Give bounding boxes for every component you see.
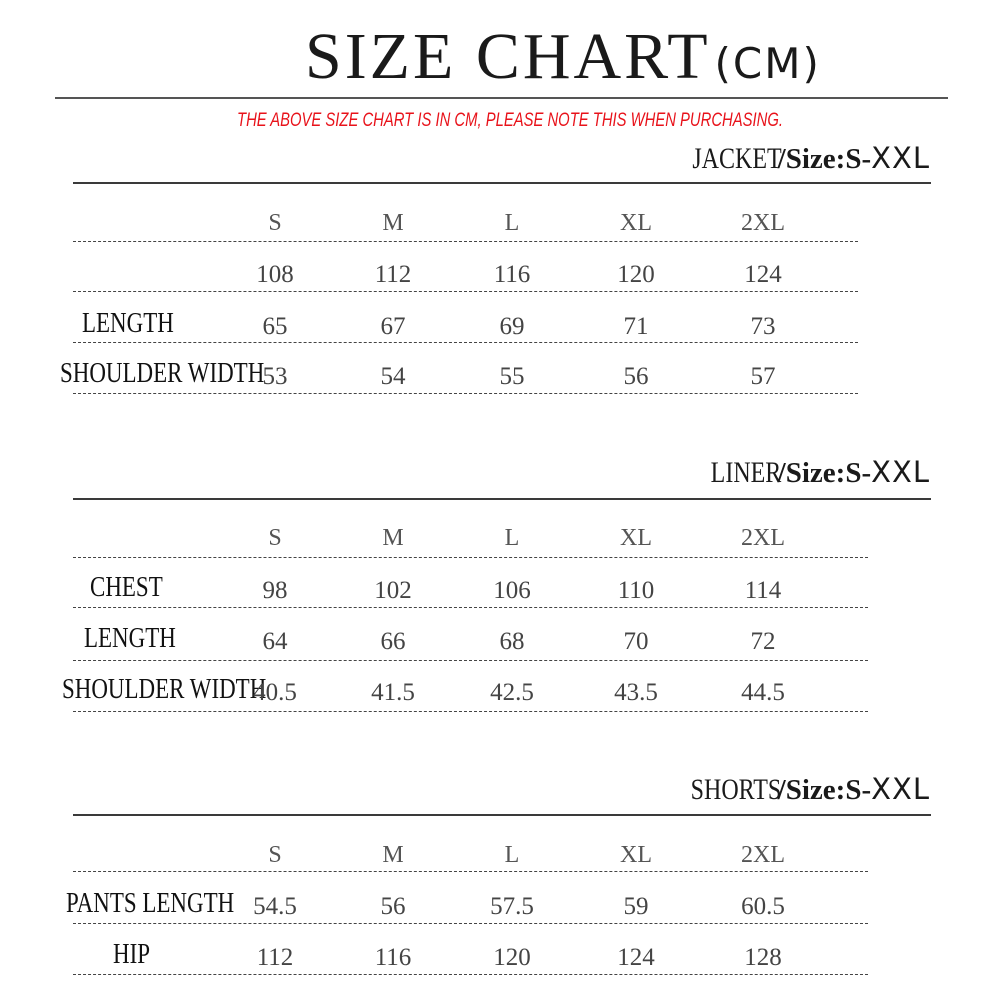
table-cell: 106	[493, 577, 531, 604]
table-cell: 124	[744, 261, 782, 288]
row-divider	[73, 241, 858, 242]
size-range: XXL	[871, 772, 930, 806]
table-cell: 67	[380, 313, 406, 340]
table-cell: 40.5	[253, 679, 297, 706]
title-unit: (CM)	[714, 39, 821, 88]
title-main: SIZE CHART	[305, 20, 711, 93]
table-cell: 66	[380, 628, 406, 655]
table-cell: 102	[374, 577, 412, 604]
table-cell: 59	[623, 893, 649, 920]
section-rule	[73, 814, 931, 816]
section-rule	[73, 498, 931, 500]
table-cell: 43.5	[614, 679, 658, 706]
row-label: SHOULDER WIDTH	[60, 358, 265, 389]
table-cell: 71	[623, 313, 649, 340]
size-header-m: M	[382, 210, 404, 236]
table-cell: 54.5	[253, 893, 297, 920]
table-cell: 57	[750, 363, 776, 390]
table-cell: 72	[750, 628, 776, 655]
table-cell: 57.5	[490, 893, 534, 920]
shorts-heading	[668, 772, 930, 807]
row-label: LENGTH	[84, 623, 176, 654]
table-cell: 64	[262, 628, 288, 655]
table-cell: 98	[262, 577, 288, 604]
table-cell: 54	[380, 363, 406, 390]
size-label: /Size:S-	[777, 143, 872, 175]
row-divider	[73, 557, 868, 558]
size-header-m: M	[382, 525, 404, 551]
row-label: PANTS LENGTH	[66, 888, 235, 919]
title-underline	[55, 97, 948, 99]
table-cell: 120	[493, 944, 531, 971]
cm-notice: THE ABOVE SIZE CHART IS IN CM, PLEASE NOTE THIS WHEN PURCHASING.	[237, 110, 783, 131]
table-cell: 55	[499, 363, 525, 390]
table-cell: 112	[256, 944, 294, 971]
row-divider	[73, 974, 868, 975]
size-label: /Size:S-	[777, 774, 872, 806]
size-header-l: L	[504, 525, 520, 551]
row-divider	[73, 393, 858, 394]
size-header-xl: XL	[620, 525, 652, 551]
size-header-2xl: 2XL	[741, 525, 785, 551]
row-label: SHOULDER WIDTH	[62, 674, 267, 705]
size-header-l: L	[504, 210, 520, 236]
table-cell: 128	[744, 944, 782, 971]
size-header-2xl: 2XL	[741, 842, 785, 868]
table-cell: 56	[380, 893, 406, 920]
size-header-s: S	[268, 525, 282, 551]
size-header-2xl: 2XL	[741, 210, 785, 236]
row-divider	[73, 291, 858, 292]
table-cell: 70	[623, 628, 649, 655]
table-cell: 110	[617, 577, 655, 604]
table-cell: 124	[617, 944, 655, 971]
size-header-xl: XL	[620, 842, 652, 868]
jacket-heading	[670, 141, 930, 176]
table-cell: 73	[750, 313, 776, 340]
table-cell: 69	[499, 313, 525, 340]
row-divider	[73, 871, 868, 872]
table-cell: 114	[744, 577, 782, 604]
size-range: XXL	[871, 141, 930, 175]
size-range: XXL	[871, 455, 930, 489]
size-header-s: S	[268, 210, 282, 236]
row-divider	[73, 660, 868, 661]
size-label: /Size:S-	[777, 457, 872, 489]
table-cell: 56	[623, 363, 649, 390]
section-name: JACKET	[692, 142, 782, 175]
table-cell: 65	[262, 313, 288, 340]
table-cell: 116	[493, 261, 531, 288]
row-label: HIP	[113, 939, 151, 970]
table-cell: 120	[617, 261, 655, 288]
row-label: CHEST	[90, 572, 163, 603]
size-header-xl: XL	[620, 210, 652, 236]
size-header-s: S	[268, 842, 282, 868]
row-divider	[73, 711, 868, 712]
liner-heading	[693, 455, 930, 490]
row-label: LENGTH	[82, 308, 174, 339]
row-divider	[73, 342, 858, 343]
table-cell: 108	[256, 261, 294, 288]
size-header-l: L	[504, 842, 520, 868]
size-chart-title	[305, 20, 821, 93]
table-cell: 68	[499, 628, 525, 655]
table-cell: 44.5	[741, 679, 785, 706]
row-divider	[73, 607, 868, 608]
section-name: LINER	[711, 456, 782, 489]
table-cell: 41.5	[371, 679, 415, 706]
table-cell: 116	[374, 944, 412, 971]
table-cell: 53	[262, 363, 288, 390]
size-header-m: M	[382, 842, 404, 868]
table-cell: 112	[374, 261, 412, 288]
section-rule	[73, 182, 931, 184]
section-name: SHORTS	[691, 773, 782, 806]
table-cell: 60.5	[741, 893, 785, 920]
table-cell: 42.5	[490, 679, 534, 706]
row-divider	[73, 923, 868, 924]
